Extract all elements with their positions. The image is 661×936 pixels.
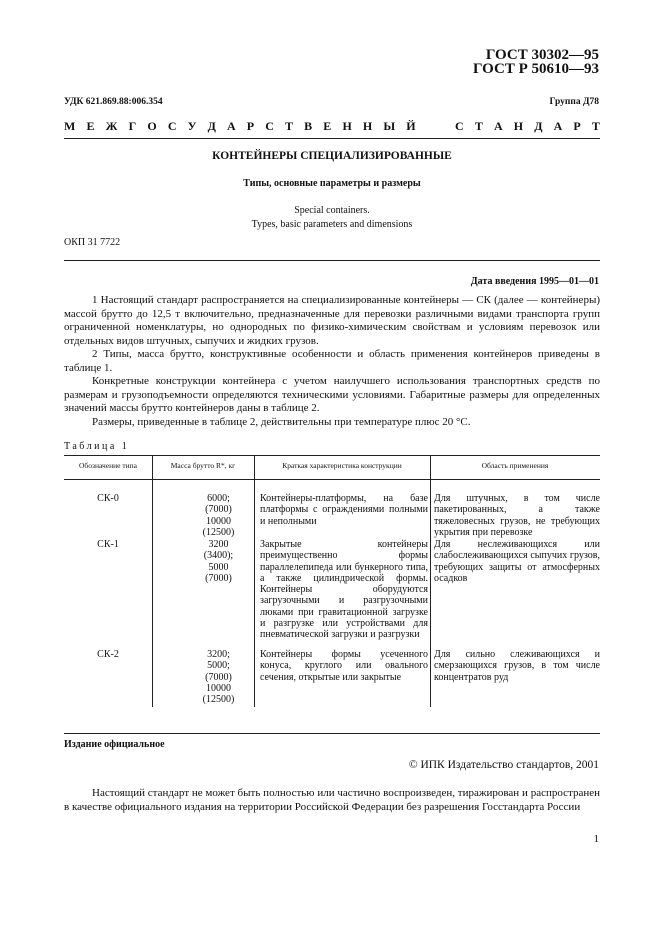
mass-value: 5000; — [207, 660, 230, 672]
mass-value: (12500) — [202, 694, 235, 706]
heading-letter: Т — [591, 119, 600, 133]
heading-letter: Е — [86, 119, 95, 133]
heading-letter: У — [187, 119, 197, 133]
mass-value: 10000 — [206, 682, 231, 694]
english-title-line2: Types, basic parameters and dimensions — [251, 219, 413, 230]
mass-value: 10000 — [206, 515, 231, 527]
heading-letter: Н — [362, 119, 373, 133]
copyright: © ИПК Издательство стандартов, 2001 — [408, 759, 599, 771]
heading-letter: А — [553, 119, 563, 133]
heading-letter: С — [265, 119, 274, 133]
footer-divider — [64, 733, 600, 734]
notice-text: Настоящий стандарт не может быть полностью или частично воспроизведен, тиражирован и распространен в качестве официального издания на территории Российской Федерации без разрешения Госстандарта России — [64, 787, 600, 813]
table-caption: Таблица 1 — [64, 441, 130, 452]
table-cell-description: Контейнеры-платформы, на базе платформы с ограждениями полными и неполными — [260, 493, 428, 527]
mass-value: 3200 — [208, 539, 229, 550]
heading-letter: А — [493, 119, 503, 133]
body-text — [64, 294, 600, 429]
heading-letter: Д — [207, 119, 216, 133]
table-cell-application: Для штучных, в том числе пакетированных, а также тяжеловесных грузов, не требующих укрытия при перевозке — [434, 493, 600, 538]
paragraph-scope: 1 Настоящий стандарт распространяется на специализированные контейнеры — СК (далее — контейнеры) массой брутто до 12,5 т включительно, предназначенные для перевозки различными видами транспорта групп ограниченной номенклатуры, но однородных по физико-химическим свойствам и условиям перевозок или отдельных видов штучных, сыпучих и жидких грузов. — [64, 294, 600, 347]
paragraph-temperature: Размеры, приведенные в таблице 2, действительны при температуре плюс 20 °С. — [92, 415, 471, 428]
header-application: Область применения — [481, 461, 549, 470]
table-cell-mass — [170, 493, 267, 538]
english-title-line1: Special containers. — [294, 205, 370, 216]
header-mass: Масса брутто R*, кг — [170, 461, 236, 470]
heading-letter: Н — [513, 119, 524, 133]
mass-value: (3400); — [203, 550, 234, 562]
heading-letter: Й — [406, 119, 416, 133]
table-cell-type: СК-1 — [97, 539, 119, 550]
mass-value: (7000) — [205, 504, 232, 516]
heading-letter: Ы — [383, 119, 396, 133]
okp-code: ОКП 31 7722 — [64, 237, 121, 248]
heading-letter: Ж — [105, 119, 118, 133]
group-code: Группа Д78 — [549, 97, 599, 107]
gost-number-2: ГОСТ Р 50610—93 — [472, 61, 599, 77]
heading-letter: Е — [323, 119, 332, 133]
heading-letter: Д — [534, 119, 543, 133]
edition-label: Издание официальное — [64, 739, 165, 750]
header-description: Краткая характеристика конструкции — [282, 461, 402, 470]
header-type: Обозначение типа — [79, 461, 137, 470]
table-col-divider — [430, 455, 431, 707]
heading-letter: Р — [573, 119, 581, 133]
heading-letter: С — [167, 119, 177, 133]
standard-type-heading — [64, 119, 600, 134]
title-divider — [64, 260, 600, 261]
heading-letter: Р — [246, 119, 255, 133]
mass-value: (12500) — [202, 526, 235, 538]
heading-letter: В — [304, 119, 313, 133]
heading-letter: Т — [285, 119, 294, 133]
heading-letter: М — [64, 119, 76, 133]
table-cell-description: Закрытые контейнеры преимущественно формы параллелепипеда или бункерного типа, а также цилиндрической формы. Контейнеры оборудуются загрузочными и разгрузочными люками при гравитационной загрузке и разгрузке или устройствами для пневматической загрузки и разгрузки — [260, 539, 428, 641]
document-subtitle: Типы, основные параметры и размеры — [243, 178, 421, 189]
mass-value: (7000) — [205, 572, 232, 584]
heading-letter: С — [455, 119, 464, 133]
table-cell-application: Для неслеживающихся или слабослеживающихся сыпучих грузов, требующих защиты от атмосферных осадков — [434, 539, 600, 584]
heading-letter: О — [147, 119, 157, 133]
mass-value: 3200; — [207, 649, 230, 660]
table-col-divider — [152, 455, 153, 707]
containers-table — [64, 455, 600, 707]
mass-value: (7000) — [205, 671, 232, 683]
introduction-date: Дата введения 1995—01—01 — [470, 276, 599, 287]
mass-value: 5000 — [208, 561, 229, 573]
heading-letter: А — [226, 119, 236, 133]
heading-letter: Н — [342, 119, 352, 133]
page-number: 1 — [593, 833, 599, 845]
heading-letter — [427, 119, 430, 134]
table-header-border — [64, 479, 600, 480]
table-cell-description: Контейнеры формы усеченного конуса, круглого или овального сечения, открытые или закрытые — [260, 649, 428, 683]
gost-number-1: ГОСТ 30302—95 — [485, 47, 599, 63]
table-cell-application: Для сильно слеживающихся и смерзающихся грузов, в том числе концентратов руд — [434, 649, 600, 683]
heading-letter: Т — [474, 119, 483, 133]
heading-letter — [441, 119, 444, 134]
document-title: КОНТЕЙНЕРЫ СПЕЦИАЛИЗИРОВАННЫЕ — [212, 150, 452, 162]
heading-letter: Г — [128, 119, 137, 133]
table-cell-mass — [170, 649, 267, 705]
udk-code: УДК 621.869.88:006.354 — [64, 97, 163, 107]
table-cell-type: СК-0 — [97, 493, 119, 504]
mass-value: 6000; — [207, 493, 230, 504]
table-cell-mass — [170, 539, 267, 584]
paragraph-designs: Конкретные конструкции контейнера с учетом наилучшего использования транспортных средств по размерам и грузоподъемности определяются техническими условиями. Габаритные размеры для определенных значений массы брутто контейнеров даны в таблице 2. — [64, 375, 600, 414]
table-top-border — [64, 455, 600, 456]
header-divider — [64, 138, 600, 139]
table-cell-type: СК-2 — [97, 649, 119, 660]
reproduction-notice — [64, 786, 600, 814]
paragraph-types: 2 Типы, масса брутто, конструктивные особенности и область применения контейнеров приведены в таблице 1. — [64, 348, 600, 374]
